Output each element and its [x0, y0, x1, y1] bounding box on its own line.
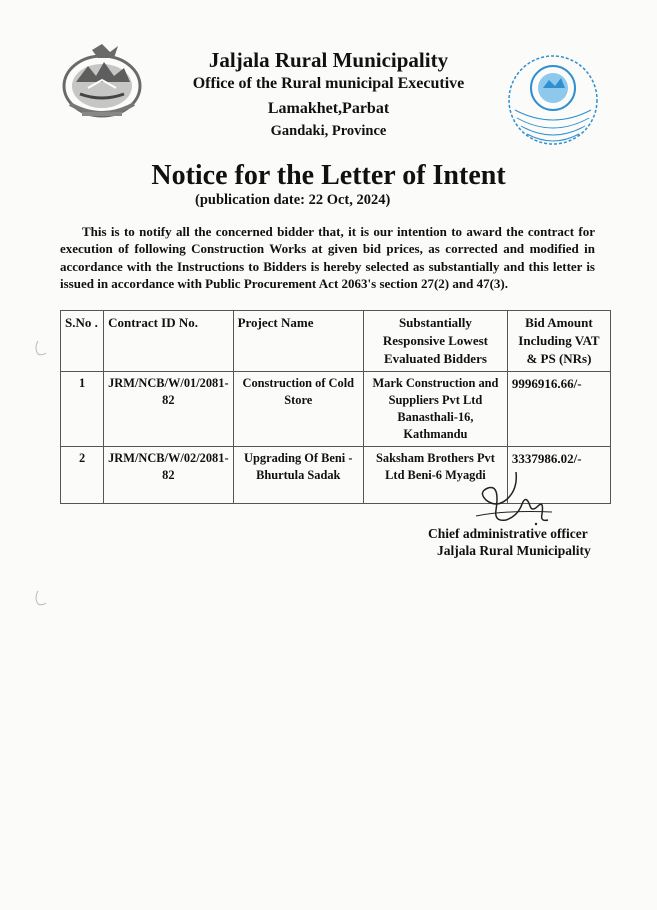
- province-name: Gandaki, Province: [270, 123, 387, 139]
- header-sno: S.No .: [61, 311, 104, 372]
- handwritten-signature-icon: [466, 470, 556, 530]
- header-contract-id: Contract ID No.: [104, 311, 233, 372]
- cell-contract-id: JRM/NCB/W/01/2081-82: [104, 372, 233, 447]
- office-name: Office of the Rural municipal Executive: [192, 75, 465, 92]
- notice-body: [60, 223, 595, 292]
- cell-project-name: Construction of Cold Store: [233, 372, 363, 447]
- header-bidder: Substantially Responsive Lowest Evaluated Bidders: [363, 311, 507, 372]
- scan-mark: [34, 340, 48, 356]
- notice-title: Notice for the Letter of Intent: [151, 160, 506, 191]
- cell-sno: 1: [61, 372, 104, 447]
- cell-bidder: Mark Construction and Suppliers Pvt Ltd Banasthali-16, Kathmandu: [363, 372, 507, 447]
- table-row: [61, 372, 611, 447]
- office-location: Lamakhet,Parbat: [267, 100, 390, 117]
- publication-date: (publication date: 22 Oct, 2024): [195, 192, 391, 208]
- organization-name: Jaljala Rural Municipality: [208, 48, 449, 72]
- notice-body-text: This is to notify all the concerned bidder that, it is our intention to award the contract for execution of following Construction Works at given bid prices, as corrected and modified in accordance with the Instructions to Bidders is hereby selected as substantially and this letter is issued in accordance with Public Procurement Act 2063's section 27(2) and 47(3).: [60, 224, 595, 291]
- table-header-row: [61, 311, 611, 372]
- scan-mark: [34, 590, 48, 606]
- header-bid-amount: Bid Amount Including VAT & PS (NRs): [507, 311, 610, 372]
- signatory-title: Chief administrative officer: [428, 526, 588, 541]
- cell-project-name: Upgrading Of Beni - Bhurtula Sadak: [233, 447, 363, 504]
- cell-bid-amount: 3337986.02/-: [507, 447, 610, 504]
- cell-contract-id: JRM/NCB/W/02/2081-82: [104, 447, 233, 504]
- cell-bidder: Saksham Brothers Pvt Ltd Beni-6 Myagdi: [363, 447, 507, 504]
- signatory-organization: Jaljala Rural Municipality: [437, 543, 591, 558]
- cell-sno: 2: [61, 447, 104, 504]
- header-project-name: Project Name: [233, 311, 363, 372]
- cell-bid-amount: 9996916.66/-: [507, 372, 610, 447]
